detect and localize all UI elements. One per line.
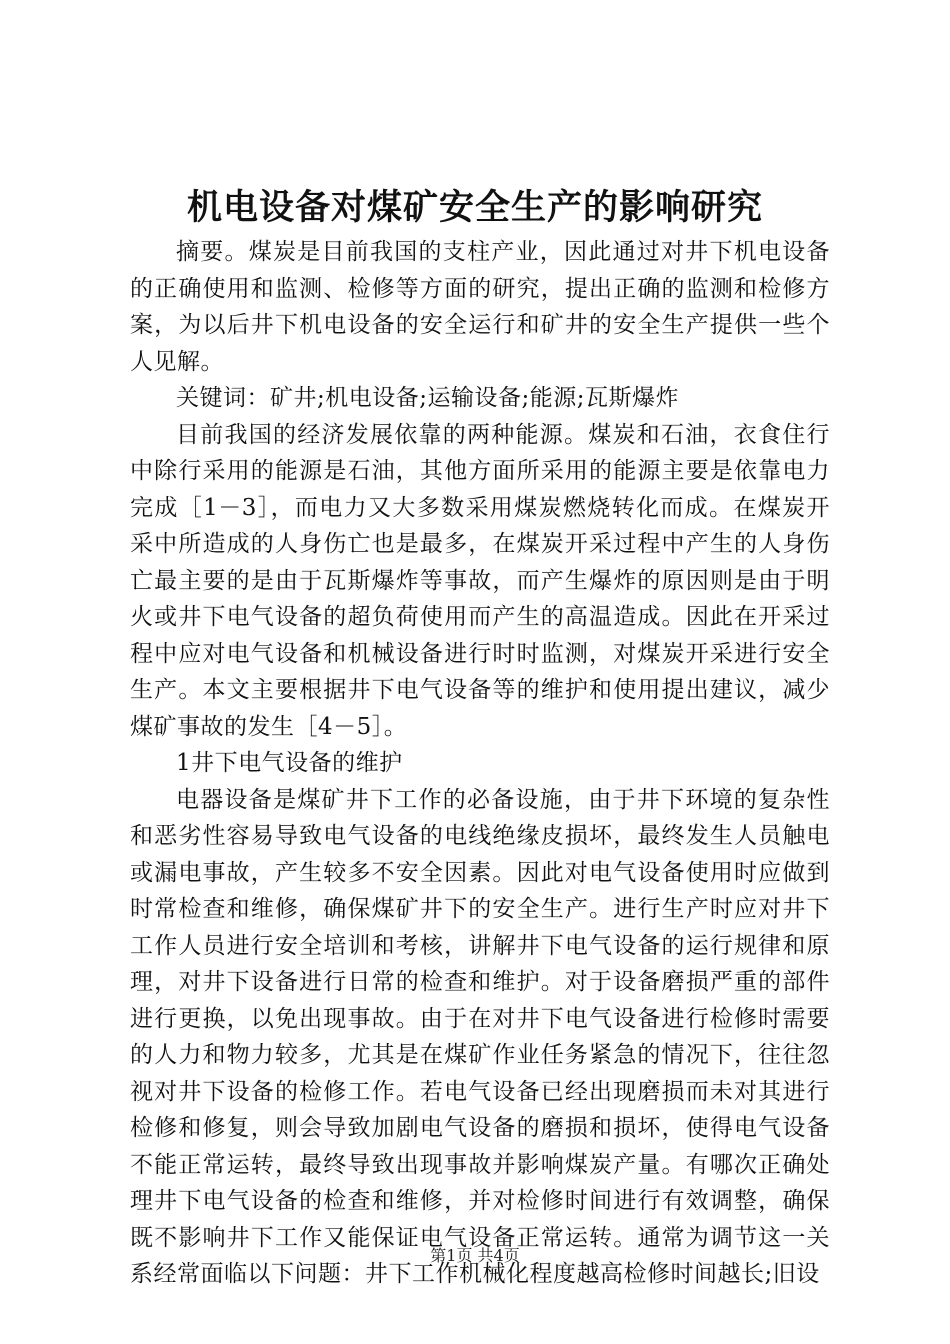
keywords-paragraph: 关键词：矿井;机电设备;运输设备;能源;瓦斯爆炸 <box>176 385 679 411</box>
document-title: 机电设备对煤矿安全生产的影响研究 <box>186 187 763 228</box>
page-footer: 第1页 共4页 <box>430 1246 520 1265</box>
intro-paragraph: 目前我国的经济发展依靠的两种能源。煤炭和石油，衣食住行中除行采用的能源是石油，其他方面所采用的能源主要是依靠电力完成［1－3］，而电力又大多数采用煤炭燃烧转化而成。在煤炭开采中所造成的人身伤亡也是最多，在煤炭开采过程中产生的人身伤亡最主要的是由于瓦斯爆炸等事故，而产生爆炸的原因则是由于明火或井下电气设备的超负荷使用而产生的高温造成。因此在开采过程中应对电气设备和机械设备进行时时监测，对煤炭开采进行安全生产。本文主要根据井下电气设备等的维护和使用提出建议，减少煤矿事故的发生［4－5］。 <box>130 421 830 740</box>
document-body <box>130 234 830 1293</box>
section-paragraph: 电器设备是煤矿井下工作的必备设施，由于井下环境的复杂性和恶劣性容易导致电气设备的电线绝缘皮损坏，最终发生人员触电或漏电事故，产生较多不安全因素。因此对电气设备使用时应做到时常检查和维修，确保煤矿井下的安全生产。进行生产时应对井下工作人员进行安全培训和考核，讲解井下电气设备的运行规律和原理，对井下设备进行日常的检查和维护。对于设备磨损严重的部件进行更换，以免出现事故。由于在对井下电气设备进行检修时需要的人力和物力较多，尤其是在煤矿作业任务紧急的情况下，往往忽视对井下设备的检修工作。若电气设备已经出现磨损而未对其进行检修和修复，则会导致加剧电气设备的磨损和损坏，使得电气设备不能正常运转，最终导致出现事故并影响煤炭产量。有哪次正确处理井下电气设备的检查和维修，并对检修时间进行有效调整，确保既不影响井下工作又能保证电气设备正常运转。通常为调节这一关系经常面临以下问题：井下工作机械化程度越高检修时间越长;旧设 <box>130 786 830 1287</box>
section-heading: 1井下电气设备的维护 <box>176 750 403 776</box>
abstract-paragraph: 摘要。煤炭是目前我国的支柱产业，因此通过对井下机电设备的正确使用和监测、检修等方面的研究，提出正确的监测和检修方案，为以后井下机电设备的安全运行和矿井的安全生产提供一些个人见解。 <box>130 239 830 375</box>
